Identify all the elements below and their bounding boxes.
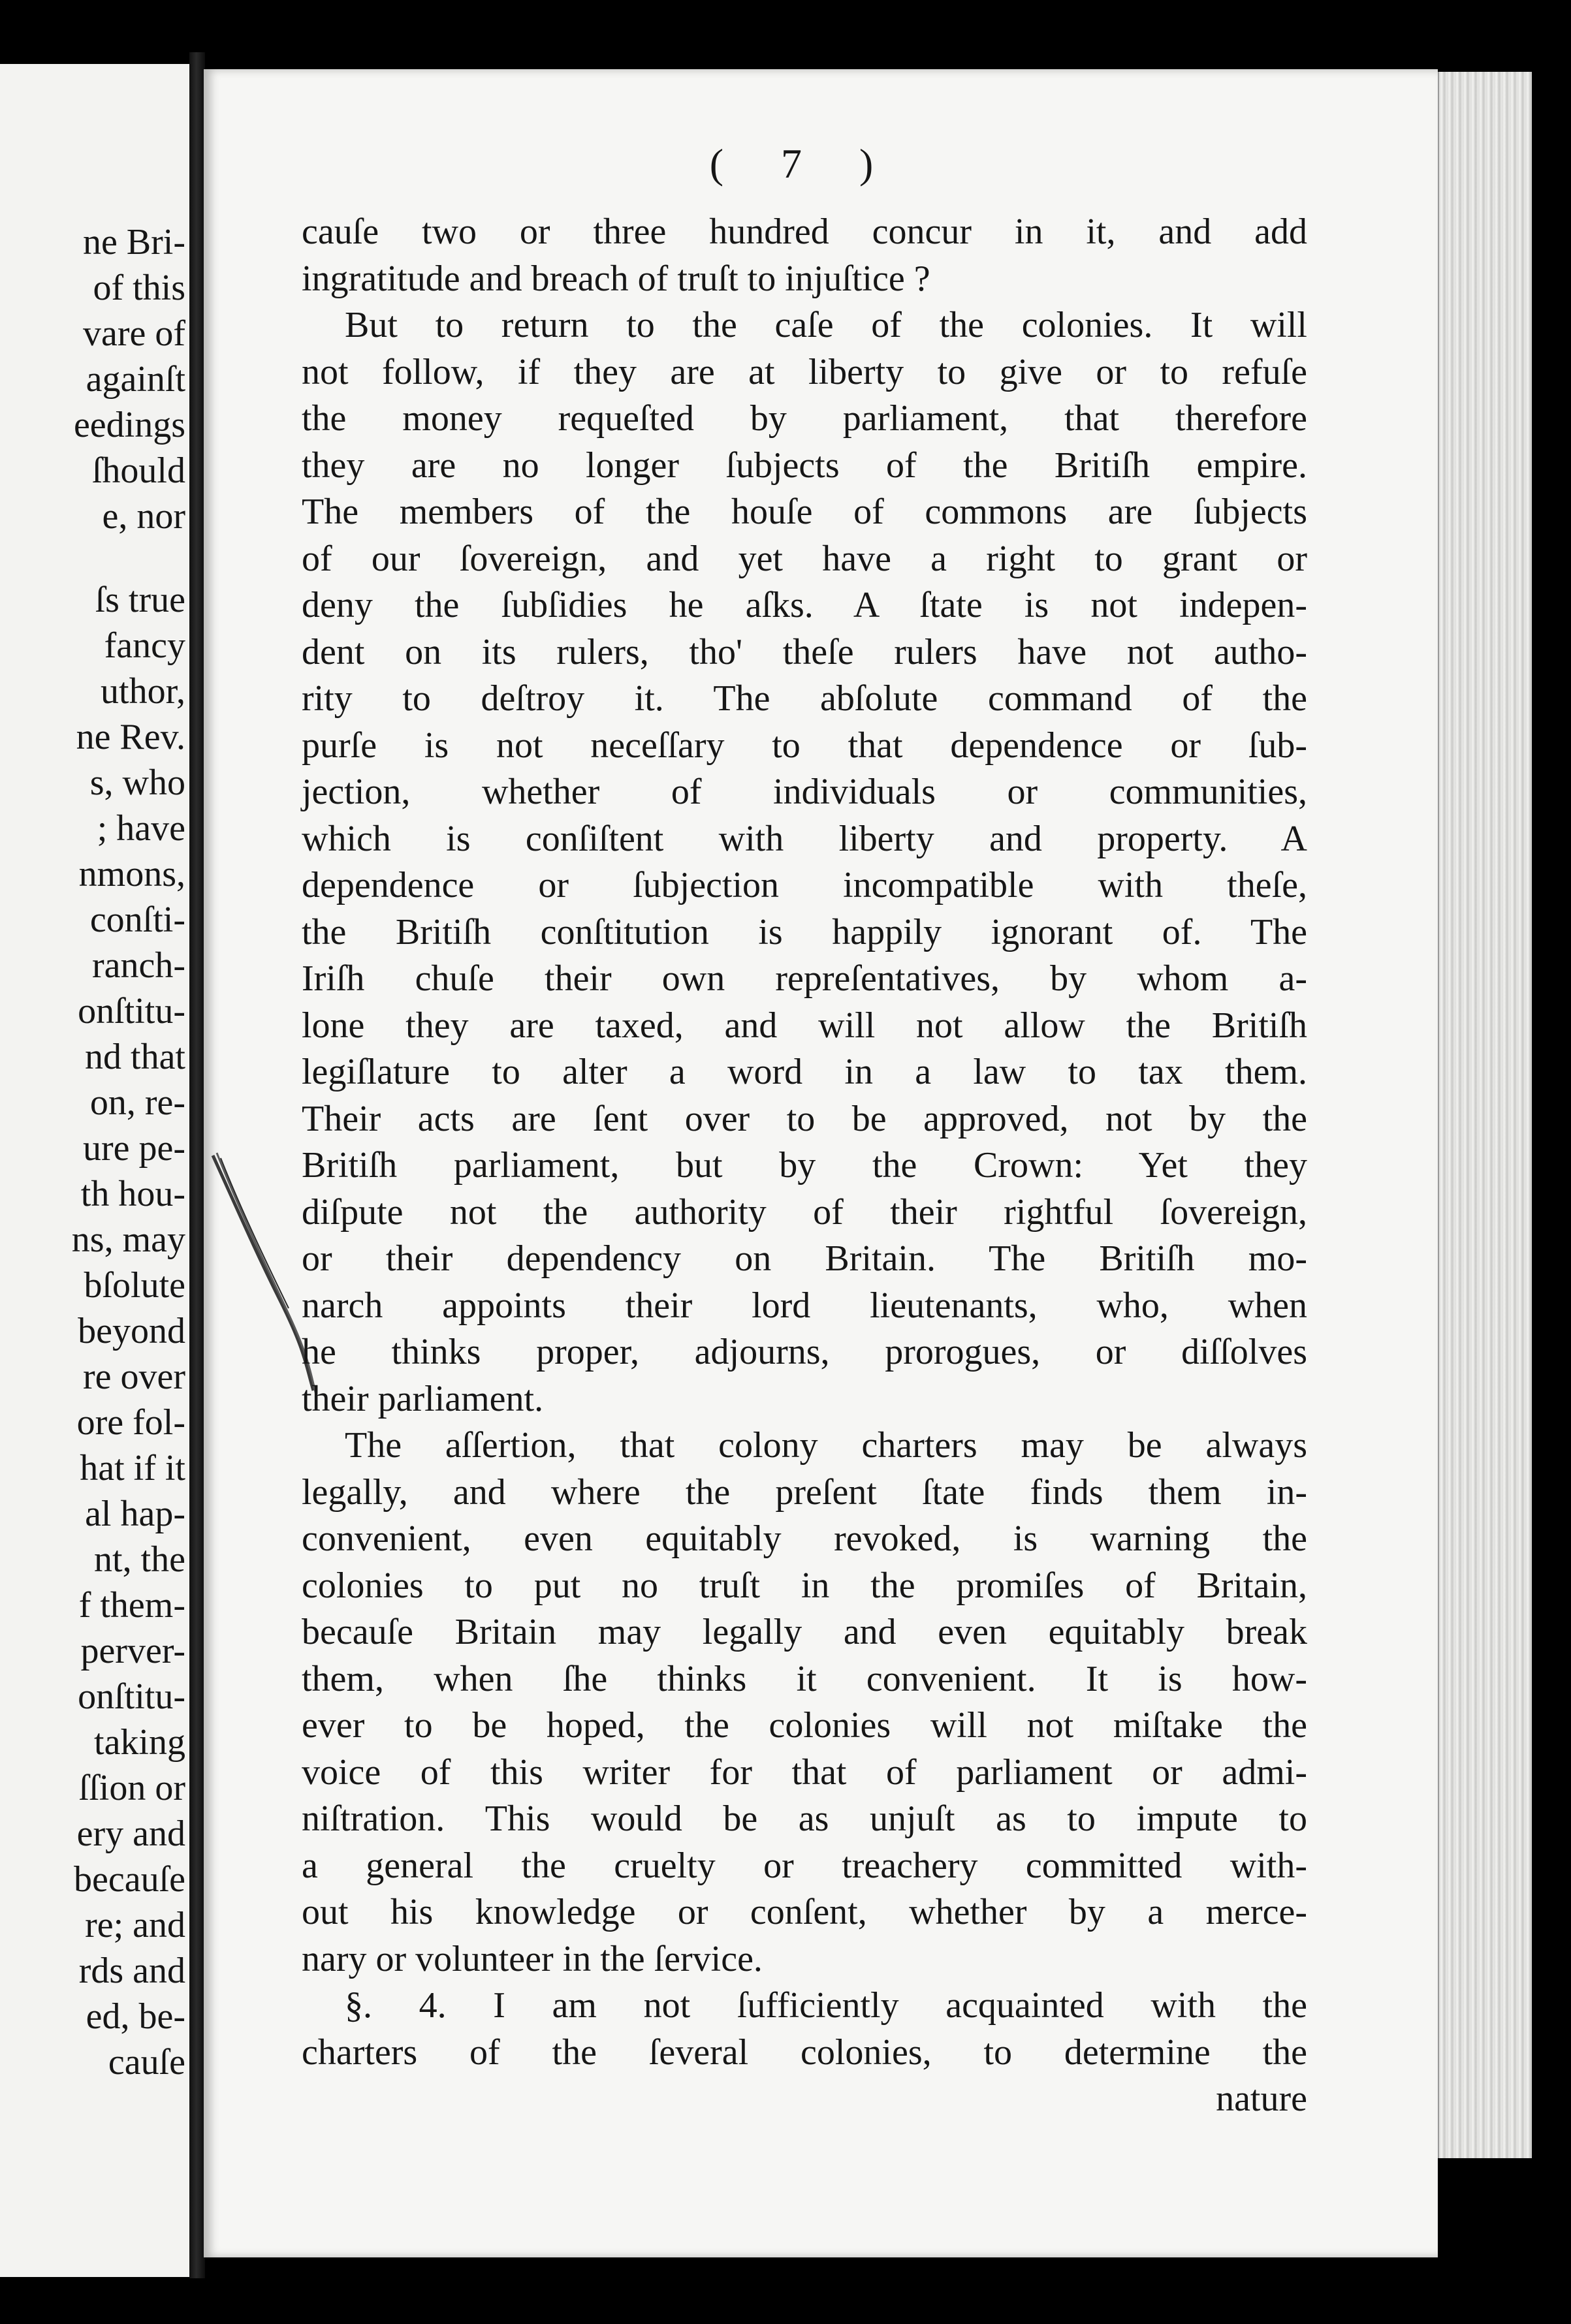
left-fragment: vare of [82,313,185,354]
text-line: jection, whether of individuals or communities, [302,772,1307,812]
catchword: nature [1216,2079,1307,2119]
left-fragment: uthor, [101,671,185,712]
left-fragment: re over [82,1357,185,1397]
left-fragment: ns, may [71,1219,185,1260]
text-line: becauſe Britain may legally and even equitably break [302,1612,1307,1652]
left-fragment: taking [94,1722,185,1763]
text-line: deny the ſubſidies he aſks. A ſtate is not indepen- [302,585,1307,625]
left-fragment: eedings [73,405,185,445]
text-line: which is conſiſtent with liberty and property. A [302,818,1307,859]
text-line: The members of the houſe of commons are ſubjects [302,492,1307,532]
left-page [0,64,189,2277]
text-line: lone they are taxed, and will not allow the Britiſh [302,1005,1307,1046]
left-fragment: ery and [76,1814,185,1854]
left-fragment: onſtitu- [78,1676,185,1717]
left-fragment: re; and [85,1905,185,1945]
left-fragment: nmons, [78,854,185,894]
text-line: rity to deſtroy it. The abſolute command of the [302,678,1307,719]
text-line: The aſſertion, that colony charters may be always [345,1425,1307,1466]
page-fore-edge [1438,72,1532,2158]
text-line: dent on its rulers, tho' theſe rulers have not autho- [302,631,1307,672]
left-fragment: ſhould [91,450,185,491]
left-fragment: conſti- [89,900,185,940]
text-line: voice of this writer for that of parliament or admi- [302,1751,1307,1793]
text-line: But to return to the caſe of the colonies. It will [345,305,1307,345]
left-fragment: ed, be- [86,1996,185,2037]
left-fragment: f them- [78,1585,185,1625]
left-fragment: hat if it [80,1448,185,1488]
text-line: them, when ſhe thinks it convenient. It is how- [302,1658,1307,1699]
left-fragment: fancy [104,625,185,666]
left-fragment: cauſe [108,2042,185,2082]
left-fragment: becauſe [74,1859,185,1900]
left-fragment: al hap- [85,1494,185,1534]
text-line: colonies to put no truſt in the promiſes of Britain, [302,1565,1307,1606]
left-fragment: ranch- [91,945,185,986]
left-fragment: nt, the [94,1539,185,1580]
left-fragment: on, re- [89,1082,185,1123]
text-line: ever to be hoped, the colonies will not miſtake the [302,1705,1307,1746]
text-line: ingratitude and breach of truſt to injuſtice ? [302,258,930,299]
left-fragment: of this [93,268,185,308]
text-line: they are no longer ſubjects of the Britiſh empire. [302,445,1307,486]
text-line: their parliament. [302,1378,544,1419]
left-fragment: ore fol- [76,1402,185,1443]
text-line: the money requeſted by parliament, that therefore [302,398,1307,439]
paragraph-1 [302,209,1307,302]
text-line: Iriſh chuſe their own repreſentatives, by whom a- [302,958,1307,999]
main-text [302,209,1307,2123]
left-fragment: ne Rev. [76,717,185,757]
text-line: out his knowledge or conſent, whether by a merce- [302,1892,1307,1932]
left-page-text [0,219,185,2085]
left-paragraph-gap [0,539,185,577]
paragraph-3 [302,1422,1307,1983]
text-line: niſtration. This would be as unjuſt as to impute to [302,1798,1307,1839]
left-fragment: ne Bri- [82,222,185,262]
left-fragment: perver- [80,1631,185,1671]
text-line: purſe is not neceſſary to that dependence or ſub- [302,725,1307,766]
text-line: legiſlature to alter a word in a law to tax them. [302,1052,1307,1092]
left-fragment: s, who [89,762,185,803]
text-line: §. 4. I am not ſufficiently acquainted with the [345,1985,1307,2026]
left-fragment: ſſion or [78,1768,185,1808]
text-line: narch appoints their lord lieutenants, who, when [302,1285,1307,1326]
text-line: or their dependency on Britain. The Britiſh mo- [302,1238,1307,1279]
text-line: of our ſovereign, and yet have a right to grant or [302,538,1307,579]
left-fragment: th hou- [80,1174,185,1214]
text-line: a general the cruelty or treachery committed with- [302,1845,1307,1886]
left-fragment: againſt [86,359,185,400]
text-line: cauſe two or three hundred concur in it, and add [302,212,1307,252]
text-line: convenient, even equitably revoked, is warning the [302,1518,1307,1559]
text-line: not follow, if they are at liberty to give or to refuſe [302,351,1307,392]
left-fragment: nd that [85,1037,185,1077]
text-line: legally, and where the preſent ſtate finds them in- [302,1471,1307,1513]
text-line: nary or volunteer in the ſervice. [302,1938,763,1979]
left-fragment: ure pe- [82,1128,185,1169]
text-line: diſpute not the authority of their rightful ſovereign, [302,1191,1307,1233]
text-line: Britiſh parliament, but by the Crown: Yet they [302,1145,1307,1186]
left-fragment: beyond [78,1311,185,1351]
left-fragment: rds and [78,1951,185,1991]
text-line: Their acts are ſent over to be approved, not by the [302,1098,1307,1139]
page-number: ( 7 ) [709,140,897,187]
left-fragment: onſtitu- [78,991,185,1031]
paragraph-4 [302,1983,1307,2076]
left-fragment: ; have [97,808,185,849]
text-line: dependence or ſubjection incompatible with theſe, [302,865,1307,905]
text-line: he thinks proper, adjourns, prorogues, or diſſolves [302,1332,1307,1372]
text-line: charters of the ſeveral colonies, to determine the [302,2032,1307,2073]
left-fragment: ſs true [95,580,185,620]
book-gutter [189,52,205,2278]
text-line: the Britiſh conſtitution is happily ignorant of. The [302,911,1307,952]
paragraph-2 [302,302,1307,1422]
left-fragment: bſolute [84,1265,185,1306]
left-fragment: e, nor [102,496,185,537]
